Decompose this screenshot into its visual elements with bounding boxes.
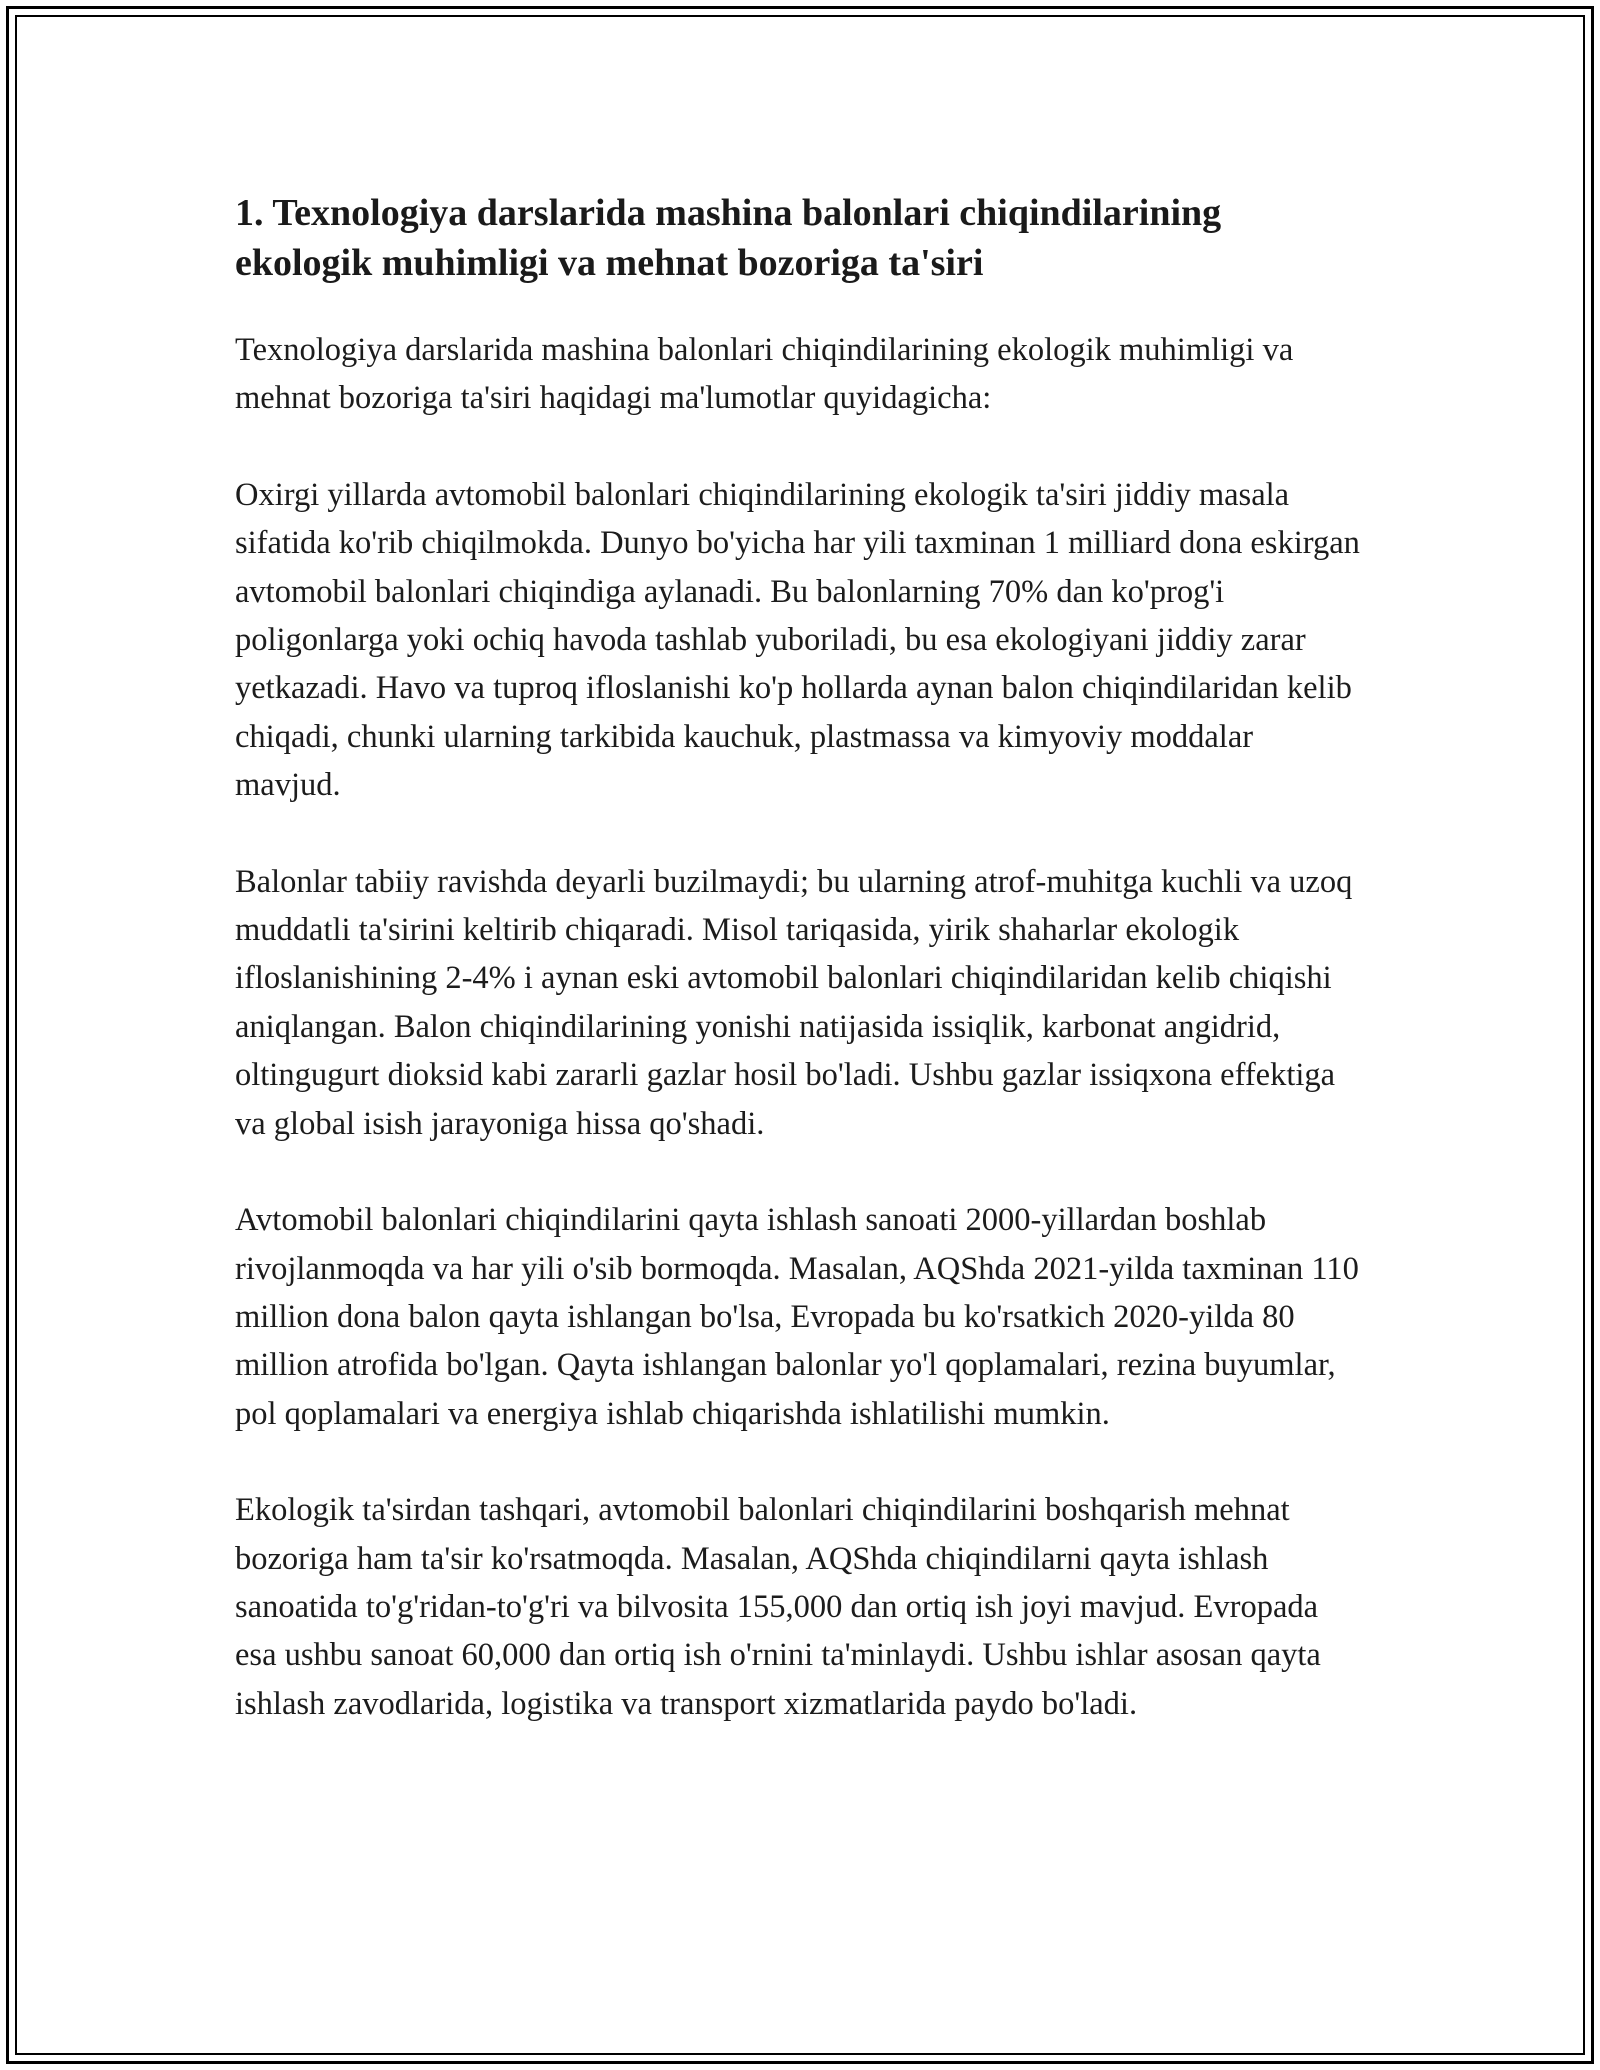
paragraph-recycling-industry: Avtomobil balonlari chiqindilarini qayta ishlash sanoati 2000-yillardan boshlab rivojlanmoqda va har yili o'sib bormoqda. Masalan, AQShda 2021-yilda taxminan 110 million dona balon qayta ishlangan bo'lsa, Evropada bu ko'rsatkich 2020-yilda 80 million atrofida bo'lgan. Qayta ishlangan balonlar yo'l qoplamalari, rezina buyumlar, pol qoplamalari va energiya ishlab chiqarishda ishlatilishi mumkin. — [235, 1202, 1359, 1432]
paragraph-ecological-impact: Oxirgi yillarda avtomobil balonlari chiqindilarining ekologik ta'siri jiddiy masala sifatida ko'rib chiqilmokda. Dunyo bo'yicha har yili taxminan 1 milliard dona eskirgan avtomobil balonlari chiqindiga aylanadi. Bu balonlarning 70% dan ko'prog'i poligonlarga yoki ochiq havoda tashlab yuboriladi, bu esa ekologiyani jiddiy zarar yetkazadi. Havo va tuproq ifloslanishi ko'p hollarda aynan balon chiqindilaridan kelib chiqadi, chunki ularning tarkibida kauchuk, plastmassa va kimyoviy moddalar mavjud. — [235, 476, 1360, 804]
document-body — [235, 188, 1365, 1776]
paragraph-labor-market: Ekologik ta'sirdan tashqari, avtomobil balonlari chiqindilarini boshqarish mehnat bozoriga ham ta'sir ko'rsatmoqda. Masalan, AQShda chiqindilarni qayta ishlash sanoatida to'g'ridan-to'g'ri va bilvosita 155,000 dan ortiq ish joyi mavjud. Evropada esa ushbu sanoat 60,000 dan ortiq ish o'rnini ta'minlaydi. Ushbu ishlar asosan qayta ishlash zavodlarida, logistika va transport xizmatlarida paydo bo'ladi. — [235, 1492, 1321, 1722]
paragraph-decomposition: Balonlar tabiiy ravishda deyarli buzilmaydi; bu ularning atrof-muhitga kuchli va uzoq muddatli ta'sirini keltirib chiqaradi. Misol tariqasida, yirik shaharlar ekologik ifloslanishining 2-4% i aynan eski avtomobil balonlari chiqindilaridan kelib chiqishi aniqlangan. Balon chiqindilarining yonishi natijasida issiqlik, karbonat angidrid, oltingugurt dioksid kabi zararli gazlar hosil bo'ladi. Ushbu gazlar issiqxona effektiga va global isish jarayoniga hissa qo'shadi. — [235, 863, 1353, 1142]
document-title: 1. Texnologiya darslarida mashina balonlari chiqindilarining ekologik muhimligi va mehnat bozoriga ta'siri — [235, 192, 1222, 284]
paragraph-intro: Texnologiya darslarida mashina balonlari chiqindilarining ekologik muhimligi va mehnat bozoriga ta'siri haqidagi ma'lumotlar quyidagicha: — [235, 332, 1294, 417]
